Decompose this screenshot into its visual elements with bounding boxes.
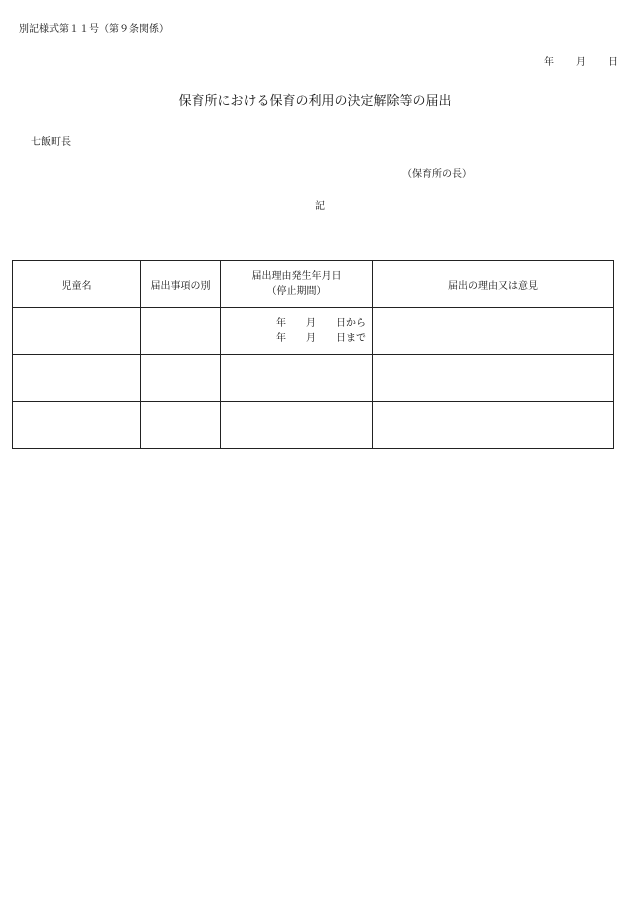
addressee: 七飯町長 [31, 137, 71, 148]
period-to-line [221, 331, 366, 346]
period-from-day: 日から [336, 318, 366, 329]
date-year: 年 [544, 57, 554, 68]
header-occurrence-date-line2: （停止期間） [266, 286, 327, 297]
reason-cell[interactable] [373, 355, 614, 402]
item-type-cell[interactable] [141, 402, 221, 449]
reason-cell[interactable] [373, 402, 614, 449]
header-occurrence-date-line1: 届出理由発生年月日 [251, 271, 342, 282]
reason-cell[interactable] [373, 308, 614, 355]
child-name-cell[interactable] [13, 308, 141, 355]
item-type-cell[interactable] [141, 308, 221, 355]
table-row [13, 308, 614, 355]
header-reason: 届出の理由又は意見 [373, 261, 614, 308]
date-line [544, 53, 618, 68]
item-type-cell[interactable] [141, 355, 221, 402]
period-cell[interactable] [221, 308, 373, 355]
header-occurrence-date [221, 261, 373, 308]
period-from-year: 年 [276, 318, 286, 329]
table-row [13, 402, 614, 449]
period-from-month: 月 [306, 318, 316, 329]
period-to-day: 日まで [336, 333, 366, 344]
table-header-row [13, 261, 614, 308]
child-name-cell[interactable] [13, 355, 141, 402]
sender-label: （保育所の長） [402, 169, 472, 180]
document-title: 保育所における保育の利用の決定解除等の届出 [178, 94, 452, 109]
period-cell[interactable] [221, 355, 373, 402]
period-from-line [221, 316, 366, 331]
report-table [12, 260, 614, 449]
child-name-cell[interactable] [13, 402, 141, 449]
ki-label: 記 [315, 201, 325, 212]
period-to-month: 月 [306, 333, 316, 344]
period-cell[interactable] [221, 402, 373, 449]
form-number: 別記様式第１１号（第９条関係） [19, 24, 169, 35]
table-row [13, 355, 614, 402]
date-day: 日 [608, 57, 618, 68]
period-to-year: 年 [276, 333, 286, 344]
header-item-type: 届出事項の別 [141, 261, 221, 308]
date-month: 月 [576, 57, 586, 68]
header-child-name: 児童名 [13, 261, 141, 308]
